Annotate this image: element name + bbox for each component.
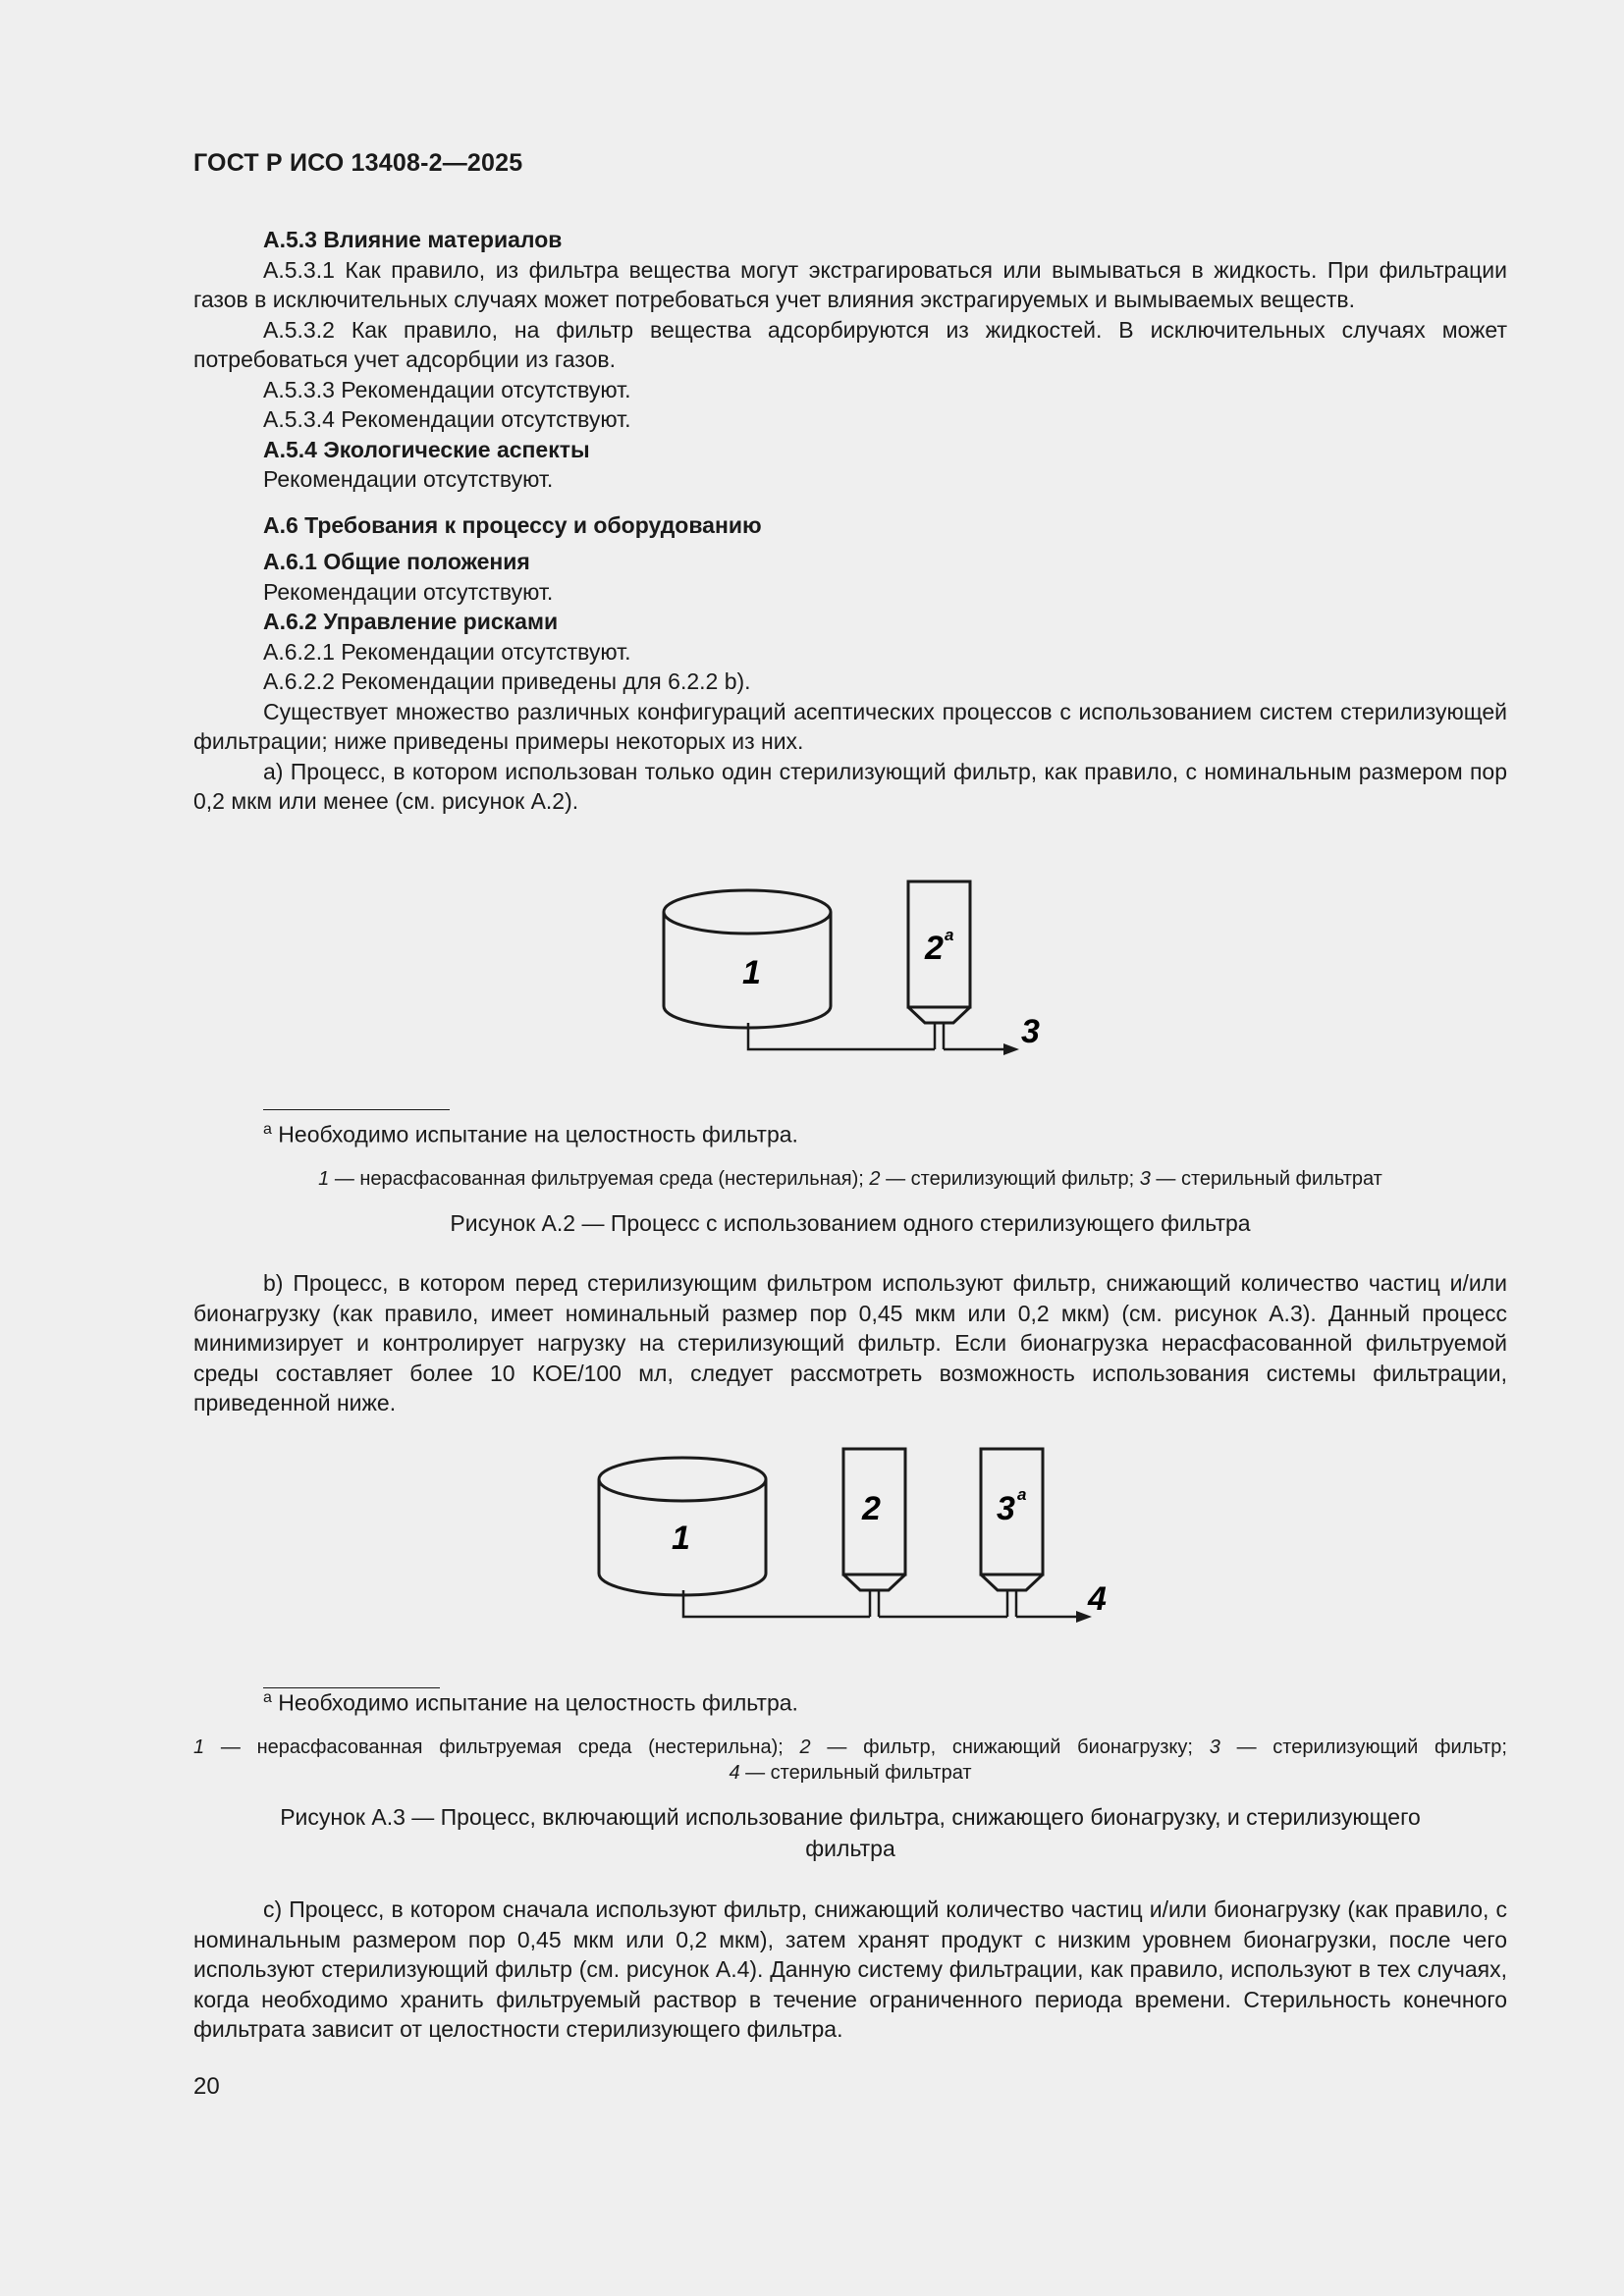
section-item-b bbox=[193, 1268, 1507, 1418]
heading-a54: А.5.4 Экологические аспекты bbox=[263, 436, 590, 462]
para-a531: А.5.3.1 Как правило, из фильтра вещества могут экстрагироваться или вымываться в жидкость. При фильтрации газов в исключительных случаях может потребоваться учет влияния экстрагируемых и вымываемых веществ. bbox=[193, 256, 1507, 312]
heading-a62: А.6.2 Управление рисками bbox=[263, 609, 559, 634]
tank-top bbox=[664, 890, 831, 934]
heading-a6: А.6 Требования к процессу и оборудованию bbox=[263, 511, 762, 538]
para-item-a: а) Процесс, в котором использован только один стерилизующий фильтр, как правило, с номинальным размером пор 0,2 мкм или менее (см. рисунок А.2). bbox=[193, 758, 1507, 814]
caption-a2: Рисунок А.2 — Процесс с использованием одного стерилизующего фильтра bbox=[450, 1210, 1251, 1236]
filter2-sup: a bbox=[1017, 1485, 1027, 1504]
filter-funnel bbox=[908, 1007, 970, 1023]
page-number: 20 bbox=[193, 2073, 220, 2100]
para-a621: А.6.2.1 Рекомендации отсутствуют. bbox=[263, 638, 631, 665]
section-a5-a6 bbox=[193, 225, 1507, 817]
outlet-label: 3 bbox=[1021, 1013, 1040, 1050]
heading-a53: А.5.3 Влияние материалов bbox=[263, 227, 563, 252]
document-header: ГОСТ Р ИСО 13408-2—2025 bbox=[193, 149, 523, 177]
footnote-rule-a3 bbox=[263, 1687, 440, 1688]
para-a61: Рекомендации отсутствуют. bbox=[263, 578, 554, 605]
para-a54: Рекомендации отсутствуют. bbox=[263, 466, 554, 492]
footnote-mark: a bbox=[263, 1121, 272, 1138]
para-a534: А.5.3.4 Рекомендации отсутствуют. bbox=[263, 406, 631, 432]
section-item-c bbox=[193, 1895, 1507, 2045]
heading-a61: А.6.1 Общие положения bbox=[263, 549, 530, 574]
para-a622: А.6.2.2 Рекомендации приведены для 6.2.2 b). bbox=[263, 668, 751, 694]
filter1-label: 2 bbox=[862, 1490, 881, 1527]
para-a532: А.5.3.2 Как правило, на фильтр вещества адсорбируются из жидкостей. В исключительных случаях может потребоваться учет адсорбции из газов. bbox=[193, 316, 1507, 372]
caption-a3: Рисунок А.3 — Процесс, включающий использование фильтра, снижающего бионагрузку, и стерилизующего фильтра bbox=[280, 1804, 1421, 1861]
legend-a3-line2: 4 — стерильный фильтрат bbox=[729, 1762, 972, 1784]
para-a533: А.5.3.3 Рекомендации отсутствуют. bbox=[263, 376, 631, 402]
filter-sup: a bbox=[945, 926, 954, 944]
figure-a2-diagram bbox=[648, 869, 1060, 1055]
footnote-rule-a2 bbox=[263, 1109, 450, 1110]
footnote-a2: $^a$ Необходимо испытание на целостность фильтра. bbox=[263, 1121, 798, 1148]
filter2-funnel bbox=[981, 1575, 1043, 1590]
footnote-a3: $^a$ Необходимо испытание на целостность фильтра. bbox=[263, 1689, 798, 1716]
para-item-b: b) Процесс, в котором перед стерилизующим фильтром используют фильтр, снижающий количество частиц и/или бионагрузку (как правило, имеет номинальный размер пор 0,45 мкм или 0,2 мкм) (см. рисунок А.3). Данный процесс минимизирует и контролирует нагрузку на стерилизующий фильтр. Если бионагрузка нерасфасованной фильтруемой среды составляет более 10 КОЕ/100 мл, следует рассмотреть возможность использования системы фильтрации, приведенной ниже. bbox=[193, 1270, 1507, 1415]
arrow-head bbox=[1003, 1043, 1019, 1055]
filter-label: 2 bbox=[925, 930, 944, 967]
tank-label: 1 bbox=[672, 1520, 690, 1557]
para-intro: Существует множество различных конфигураций асептических процессов с использованием систем стерилизующей фильтрации; ниже приведены примеры некоторых из них. bbox=[193, 698, 1507, 754]
tank-label: 1 bbox=[742, 954, 761, 991]
filter1-funnel bbox=[843, 1575, 905, 1590]
figure-a3-diagram bbox=[583, 1439, 1133, 1635]
filter2-label: 3 bbox=[997, 1490, 1015, 1527]
legend-a2: 1 — нерасфасованная фильтруемая среда (нестерильная); 2 — стерилизующий фильтр; 3 — стерильный фильтрат bbox=[318, 1168, 1382, 1190]
footnote-mark: a bbox=[263, 1689, 272, 1706]
para-item-c: с) Процесс, в котором сначала используют фильтр, снижающий количество частиц и/или бионагрузку (как правило, с номинальным размером пор 0,45 мкм или 0,2 мкм), затем хранят продукт с низким уровнем бионагрузки, после чего используют стерилизующий фильтр (см. рисунок А.4). Данную систему фильтрации, как правило, используют в тех случаях, когда необходимо хранить фильтруемый раствор в течение ограниченного периода времени. Стерильность конечного фильтрата зависит от целостности стерилизующего фильтра. bbox=[193, 1896, 1507, 2042]
legend-a3: 1 — нерасфасованная фильтруемая среда (нестерильна); 2 — фильтр, снижающий бионагрузку; 3 — стерилизующий фильтр; bbox=[193, 1736, 1507, 1758]
tank-top bbox=[599, 1458, 766, 1501]
outlet-label: 4 bbox=[1088, 1580, 1107, 1618]
